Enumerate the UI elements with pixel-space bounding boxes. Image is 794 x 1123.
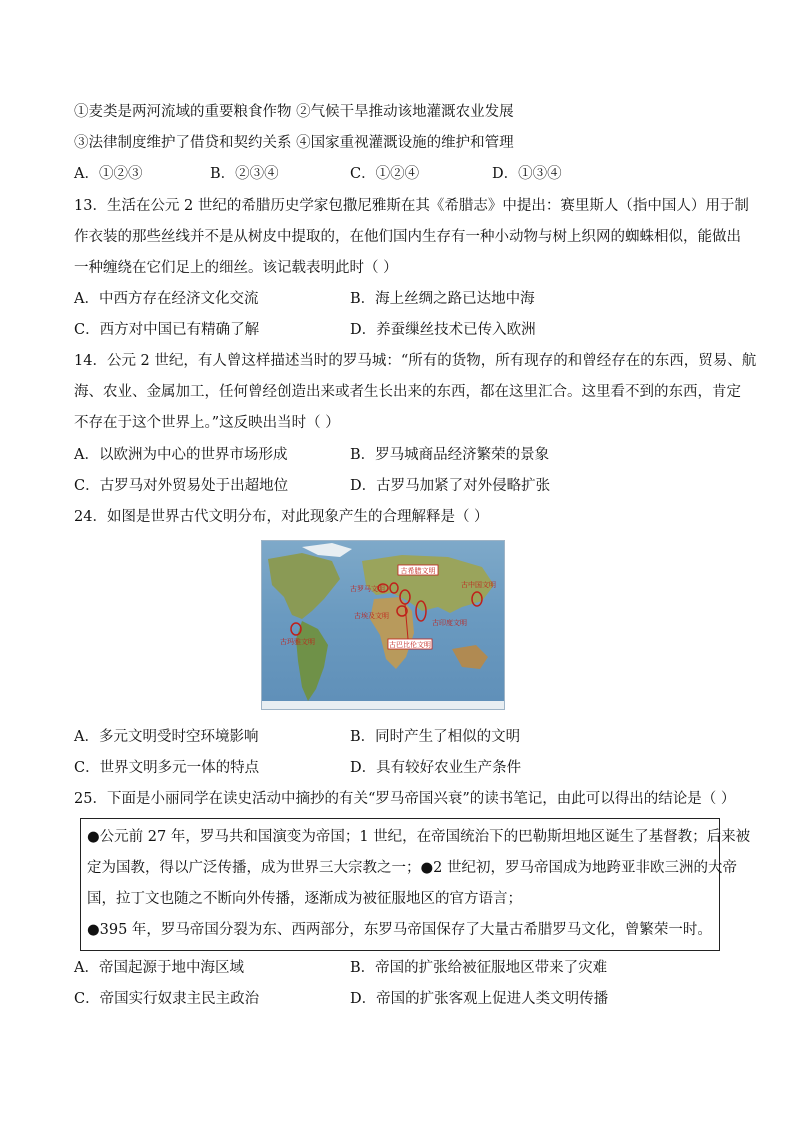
- q25-note-line-2: 定为国教，得以广泛传播，成为世界三大宗教之一；●2 世纪初，罗马帝国成为地跨亚非欧三洲的大帝: [87, 860, 737, 876]
- world-map-figure: [262, 541, 504, 709]
- q14-stem-3: 不存在于这个世界上。”这反映出当时（ ）: [74, 415, 340, 431]
- q25-note-line-4: ●395 年，罗马帝国分裂为东、西两部分，东罗马帝国保存了大量古希腊罗马文化，曾繁荣一时。: [87, 922, 712, 938]
- label-china: 古中国文明: [461, 581, 496, 589]
- q25-reading-notes-box: [80, 818, 751, 951]
- q12-statements-1: ①麦类是两河流域的重要粮食作物 ②气候干旱推动该地灌溉农业发展: [74, 104, 514, 120]
- label-greece: 古希腊文明: [400, 567, 436, 575]
- q24-option-d[interactable]: D．具有较好农业生产条件: [350, 760, 522, 776]
- world-civilization-map: [261, 540, 505, 710]
- label-babylon: 古巴比伦文明: [389, 641, 431, 649]
- q14-option-a[interactable]: A．以欧洲为中心的世界市场形成: [74, 447, 288, 463]
- q14-option-c[interactable]: C．古罗马对外贸易处于出超地位: [74, 478, 289, 494]
- q13-stem-2: 作衣装的那些丝线并不是从树皮中提取的，在他们国内生存有一种小动物与树上织网的蜘蛛相似，能做出: [74, 229, 741, 245]
- q13-stem-3: 一种缠绕在它们足上的细丝。该记载表明此时（ ）: [74, 260, 398, 276]
- q14-stem-2: 海、农业、金属加工，任何曾经创造出来或者生长出来的东西，都在这里汇合。这里看不到的东西，肯定: [74, 384, 741, 400]
- q25-note-line-1: ●公元前 27 年，罗马共和国演变为帝国；1 世纪，在帝国统治下的巴勒斯坦地区诞生了基督教；后来被: [87, 829, 751, 845]
- q13-stem-1: 13．生活在公元 2 世纪的希腊历史学家包撒尼雅斯在其《希腊志》中提出：赛里斯人（指中国人）用于制: [74, 198, 749, 214]
- label-egypt: 古埃及文明: [354, 612, 389, 620]
- q24-option-b[interactable]: B．同时产生了相似的文明: [350, 729, 521, 745]
- q25-stem: 25．下面是小丽同学在读史活动中摘抄的有关“罗马帝国兴衰”的读书笔记，由此可以得出的结论是（ ）: [74, 791, 736, 807]
- q25-option-d[interactable]: D．帝国的扩张客观上促进人类文明传播: [350, 991, 609, 1007]
- label-rome: 古罗马文明: [350, 585, 385, 593]
- q14-option-d[interactable]: D．古罗马加紧了对外侵略扩张: [350, 478, 551, 494]
- q12-statements-2: ③法律制度维护了借贷和契约关系 ④国家重视灌溉设施的维护和管理: [74, 135, 514, 151]
- q13-option-c[interactable]: C．西方对中国已有精确了解: [74, 322, 260, 338]
- q25-option-c[interactable]: C．帝国实行奴隶主民主政治: [74, 991, 260, 1007]
- q25-note-line-3: 国，拉丁文也随之不断向外传播，逐渐成为被征服地区的官方语言；: [87, 891, 522, 907]
- q13-option-d[interactable]: D．养蚕缫丝技术已传入欧洲: [350, 322, 536, 338]
- label-india: 古印度文明: [432, 619, 467, 627]
- q14-stem-1: 14．公元 2 世纪，有人曾这样描述当时的罗马城：“所有的货物，所有现存的和曾经存在的东西，贸易、航: [74, 353, 757, 369]
- q25-option-a[interactable]: A．帝国起源于地中海区域: [74, 960, 244, 976]
- label-maya: 古玛雅文明: [280, 638, 315, 646]
- q24-option-c[interactable]: C．世界文明多元一体的特点: [74, 760, 260, 776]
- q24-option-a[interactable]: A．多元文明受时空环境影响: [74, 729, 259, 745]
- q12-option-a[interactable]: A．①②③: [74, 166, 143, 182]
- q12-option-d[interactable]: D．①③④: [492, 166, 562, 182]
- q13-option-b[interactable]: B．海上丝绸之路已达地中海: [350, 291, 535, 307]
- q12-option-b[interactable]: B．②③④: [210, 166, 279, 182]
- q25-option-b[interactable]: B．帝国的扩张给被征服地区带来了灾难: [350, 960, 608, 976]
- q13-option-a[interactable]: A．中西方存在经济文化交流: [74, 291, 259, 307]
- q14-option-b[interactable]: B．罗马城商品经济繁荣的景象: [350, 447, 550, 463]
- q12-option-c[interactable]: C．①②④: [350, 166, 420, 182]
- q24-stem: 24．如图是世界古代文明分布，对此现象产生的合理解释是（ ）: [74, 509, 489, 525]
